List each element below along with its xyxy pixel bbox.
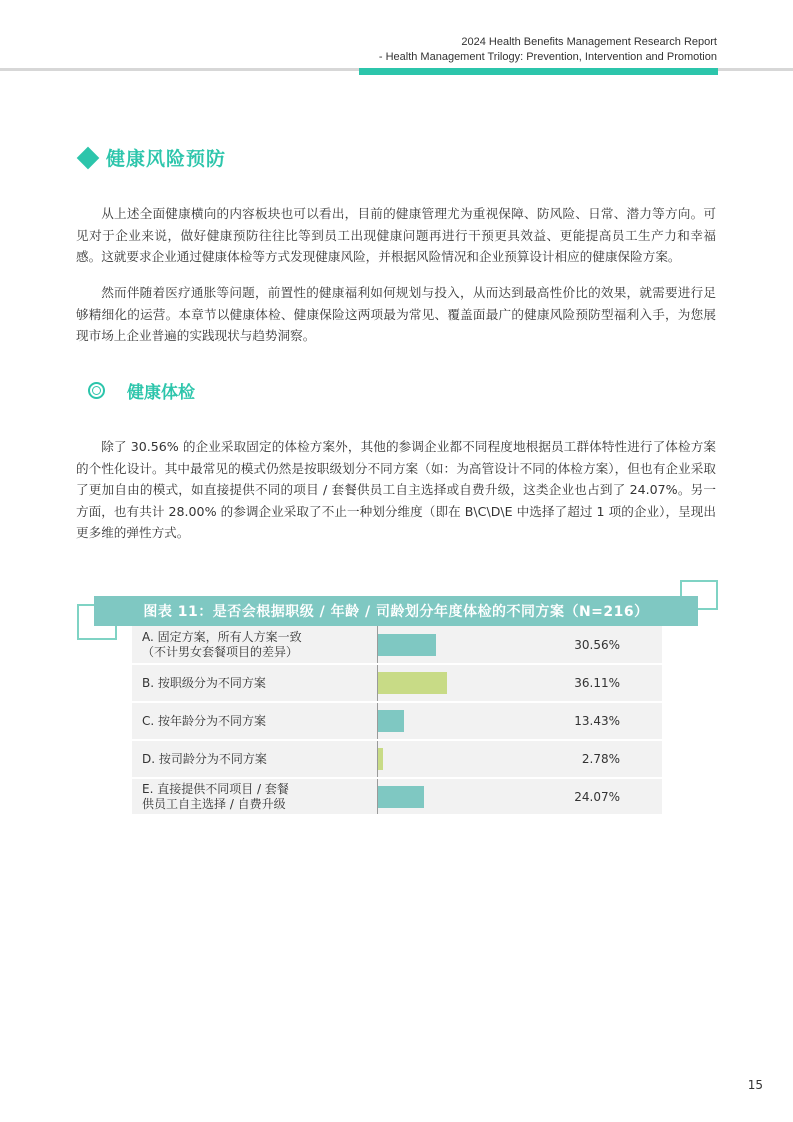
chart-row [132, 626, 662, 664]
bar [378, 786, 424, 808]
value-label: 2.78% [581, 752, 620, 766]
bar [378, 748, 383, 770]
section-paragraph-2: 然而伴随着医疗通胀等问题，前置性的健康福利如何规划与投入，从而达到最高性价比的效果，就需要进行足够精细化的运营。本章节以健康体检、健康保险这两项最为常见、覆盖面最广的健康风险预防型福利入手，为您展现市场上企业普遍的实践现状与趋势洞察。 [76, 285, 716, 343]
bar [378, 672, 447, 694]
double-circle-icon [88, 382, 105, 399]
bar [378, 634, 436, 656]
category-label [142, 626, 374, 664]
header-line-1: 2024 Health Benefits Management Research Report [461, 36, 717, 48]
subsection-title: 健康体检 [127, 383, 195, 403]
chart-row [132, 664, 662, 702]
category-label [142, 664, 374, 702]
category-label-line: B. 按职级分为不同方案 [142, 675, 266, 690]
chart-row [132, 778, 662, 816]
category-label-line: E. 直接提供不同项目 / 套餐 [142, 782, 289, 796]
header-accent-bar [359, 68, 718, 75]
category-label [142, 702, 374, 740]
value-label: 36.11% [574, 676, 620, 690]
subsection-paragraph: 除了 30.56% 的企业采取固定的体检方案外，其他的参调企业都不同程度地根据员工群体特性进行了体检方案的个性化设计。其中最常见的模式仍然是按职级划分不同方案（如：为高管设计不同的体检方案），但也有企业采取了更加自由的模式，如直接提供不同的项目 / 套餐供员工自主选择或自费升级，这类企业也占到了 24.07%。另一方面，也有共计 28.00% 的参调企业采取了不止一种划分维度（即在 B\C\D\E 中选择了超过 1 项的企业），呈现出更多维的弹性方式。 [76, 439, 716, 540]
row-separator [132, 815, 662, 817]
chart-row [132, 740, 662, 778]
chart-title: 图表 11：是否会根据职级 / 年龄 / 司龄划分年度体检的不同方案（N=216） [143, 604, 649, 620]
chart-row [132, 702, 662, 740]
section-heading [76, 144, 226, 171]
category-label-line: 供员工自主选择 / 自费升级 [142, 797, 286, 811]
category-label-line: （不计男女套餐项目的差异） [142, 645, 299, 659]
section-paragraph-1: 从上述全面健康横向的内容板块也可以看出，目前的健康管理尤为重视保障、防风险、日常、潜力等方向。可见对于企业来说，做好健康预防往往比等到员工出现健康问题再进行干预更具效益、更能提高员工生产力和幸福感。这就要求企业通过健康体检等方式发现健康风险，并根据风险情况和企业预算设计相应的健康保险方案。 [76, 206, 716, 264]
subsection-heading [88, 378, 195, 403]
category-label [142, 778, 374, 816]
value-label: 30.56% [574, 638, 620, 652]
category-label-line: A. 固定方案，所有人方案一致 [142, 630, 302, 644]
diamond-icon [77, 146, 100, 169]
page-number: 15 [747, 1078, 763, 1092]
section-title: 健康风险预防 [106, 148, 227, 170]
bar [378, 710, 404, 732]
category-label-line: C. 按年龄分为不同方案 [142, 713, 267, 728]
category-label [142, 740, 374, 778]
value-label: 24.07% [574, 790, 620, 804]
value-label: 13.43% [574, 714, 620, 728]
report-header [379, 35, 717, 65]
header-line-2: - Health Management Trilogy: Prevention, Intervention and Promotion [378, 51, 717, 63]
bar-chart [132, 626, 662, 814]
chart-title-banner [94, 596, 698, 626]
category-label-line: D. 按司龄分为不同方案 [142, 751, 267, 766]
